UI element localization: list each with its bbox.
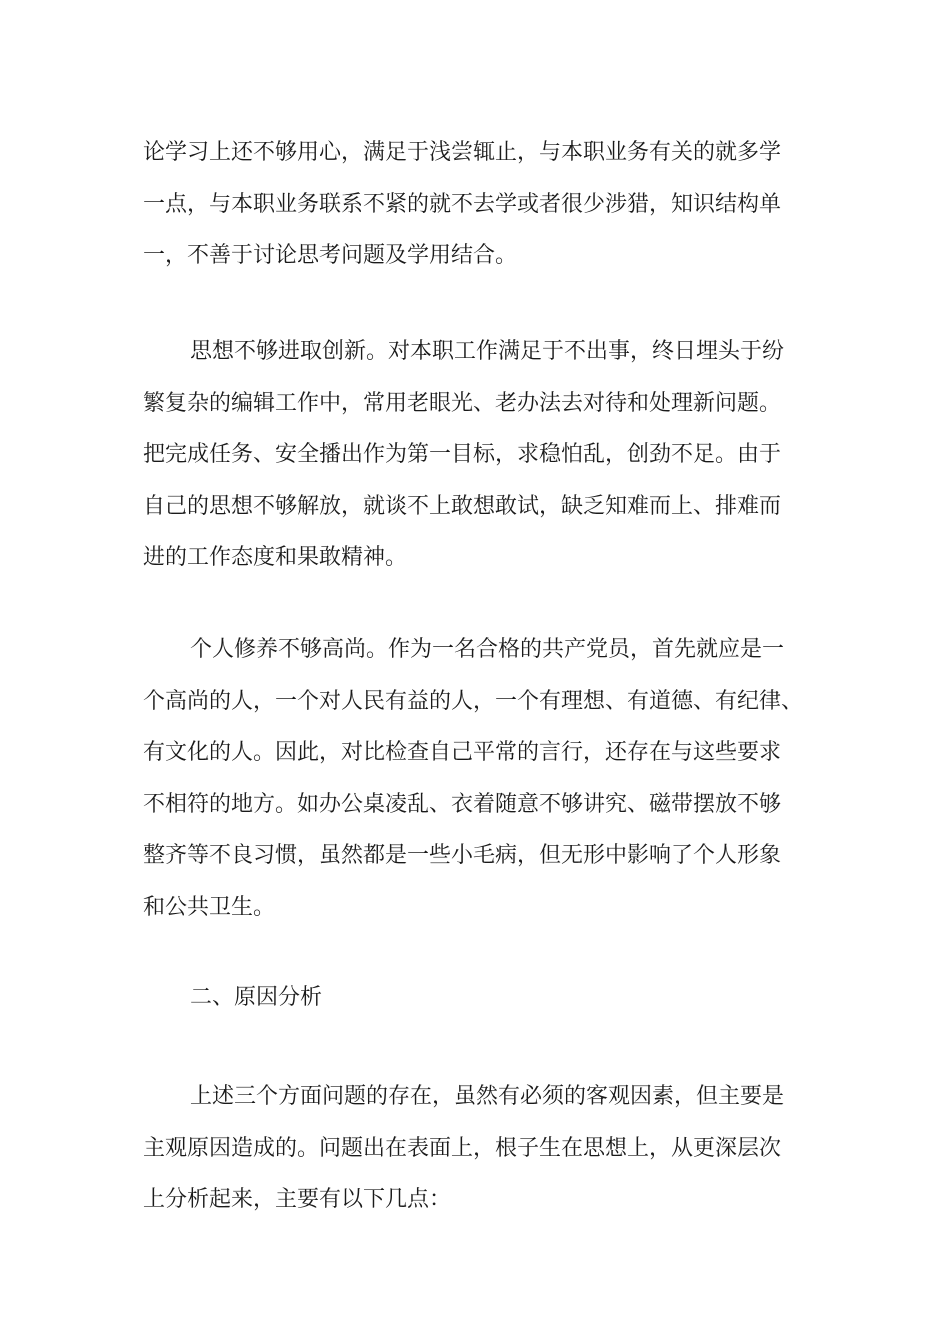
text-line: 一，不善于讨论思考问题及学用结合。 — [143, 243, 518, 268]
text-line: 思想不够进取创新。对本职工作满足于不出事，终日埋头于纷 — [190, 339, 785, 364]
text-line: 一点，与本职业务联系不紧的就不去学或者很少涉猎，知识结构单 — [143, 191, 782, 217]
section-heading — [143, 972, 823, 1024]
text-line: 进的工作态度和果敢精神。 — [143, 545, 408, 570]
paragraph-cause-analysis — [143, 1071, 823, 1226]
text-line: 论学习上还不够用心，满足于浅尝辄止，与本职业务有关的就多学 — [143, 140, 782, 165]
text-line: 整齐等不良习惯，虽然都是一些小毛病，但无形中影响了个人形象 — [143, 843, 782, 868]
text-line: 上分析起来，主要有以下几点： — [143, 1187, 452, 1212]
text-line: 有文化的人。因此，对比检查自己平常的言行，还存在与这些要求 — [143, 740, 782, 765]
paragraph-study-attitude — [143, 127, 823, 282]
text-line: 不相符的地方。如办公桌凌乱、衣着随意不够讲究、磁带摆放不够 — [143, 791, 782, 817]
text-line: 自己的思想不够解放，就谈不上敢想敢试，缺乏知难而上、排难而 — [143, 493, 782, 519]
text-line: 个高尚的人，一个对人民有益的人，一个有理想、有道德、有纪律、 — [143, 688, 804, 714]
paragraph-innovation — [143, 326, 823, 584]
text-line: 把完成任务、安全播出作为第一目标，求稳怕乱，创劲不足。由于 — [143, 442, 782, 467]
text-line: 主观原因造成的。问题出在表面上，根子生在思想上，从更深层次 — [143, 1135, 782, 1161]
text-line: 个人修养不够高尚。作为一名合格的共产党员，首先就应是一 — [190, 637, 785, 662]
heading-text: 二、原因分析 — [190, 985, 323, 1010]
text-line: 和公共卫生。 — [143, 894, 276, 920]
paragraph-personal-cultivation — [143, 624, 823, 933]
text-line: 上述三个方面问题的存在，虽然有必须的客观因素，但主要是 — [190, 1084, 785, 1109]
text-line: 繁复杂的编辑工作中，常用老眼光、老办法去对待和处理新问题。 — [143, 390, 782, 416]
